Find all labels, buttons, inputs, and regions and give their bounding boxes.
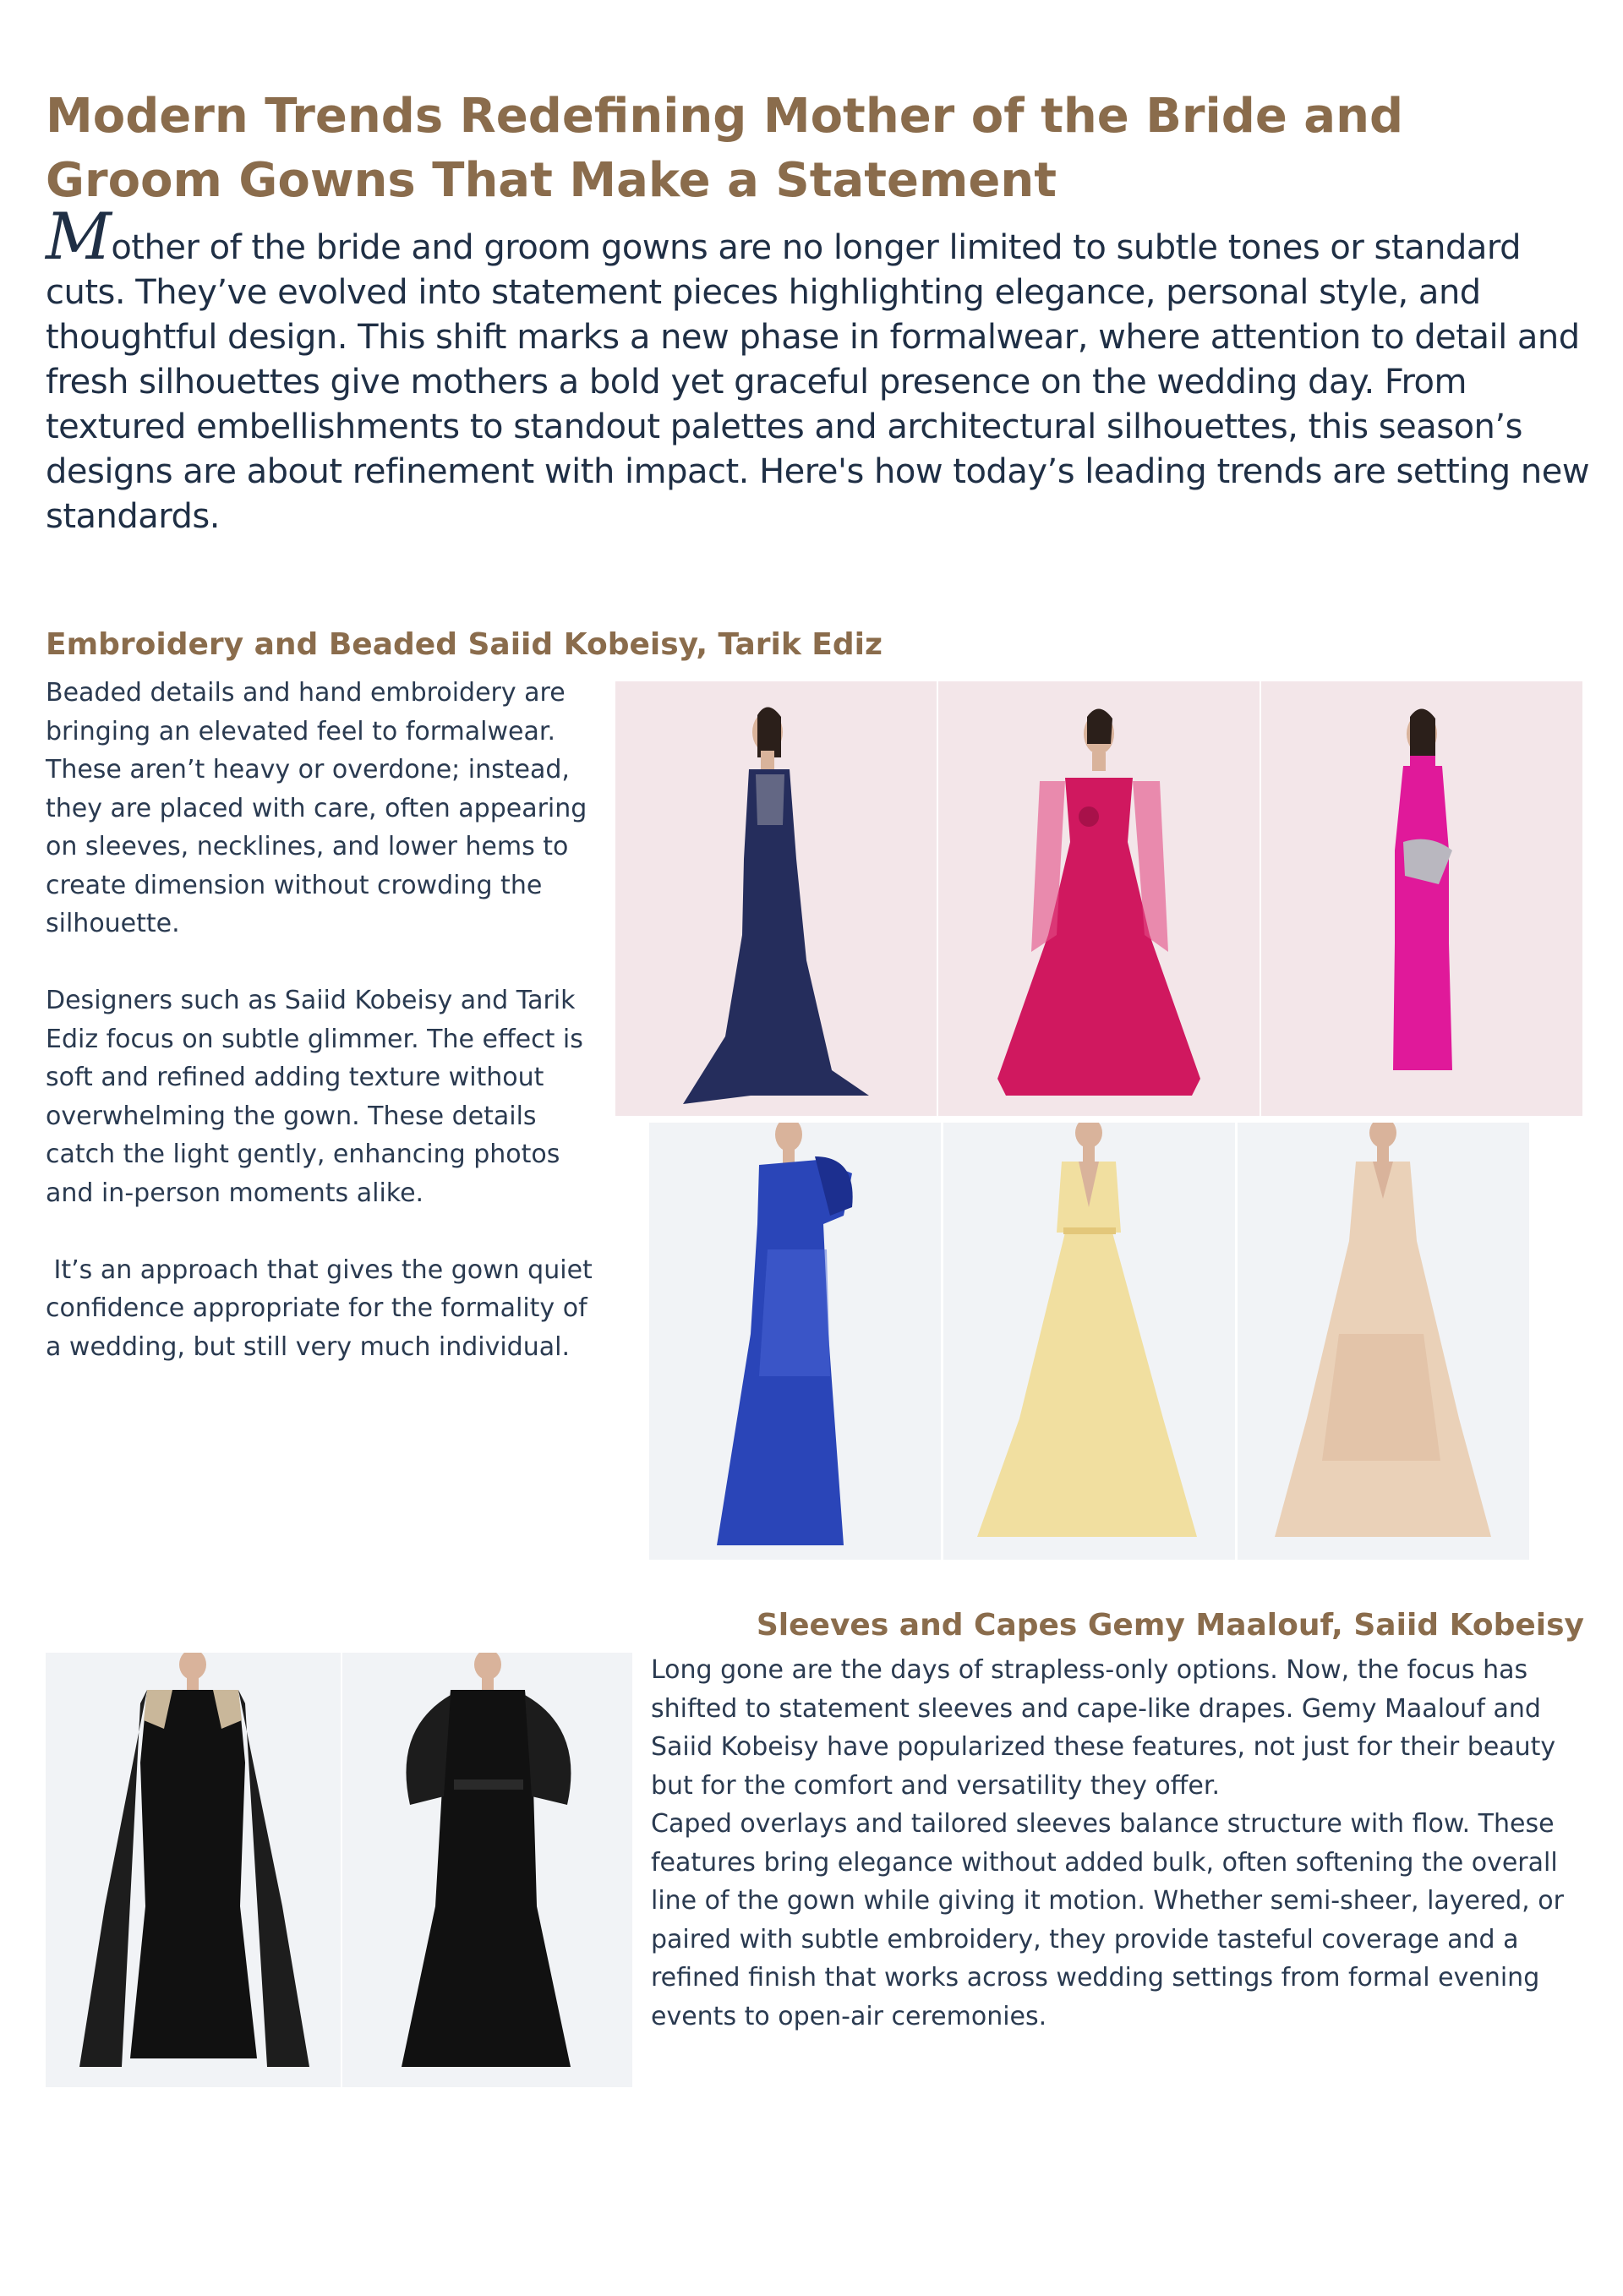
section-embroidery-paragraph-3: It’s an approach that gives the gown quiet confidence appropriate for the formality of a wedding, but still very much individual. — [46, 1255, 593, 1362]
intro-dropcap: M — [46, 199, 112, 274]
gown-photo-champagne — [943, 1123, 1235, 1560]
section-sleeves-paragraph-2: Caped overlays and tailored sleeves balance structure with flow. These features bring elegance without added bulk, often softening the overall line of the gown while giving it motion. Whether semi-sheer, layered, or paired with subtle embroidery, they provide tasteful coverage and a refined finish that works across wedding settings from formal evening events to open-air ceremonies. — [651, 1809, 1564, 2031]
gown-photo-royal-blue — [649, 1123, 941, 1560]
intro-paragraph — [46, 199, 1601, 539]
section-embroidery-paragraph-2: Designers such as Saiid Kobeisy and Tarik Ediz focus on subtle glimmer. The effect is soft and refined adding texture without overwhelming the gown. These details catch the light gently, enhancing photos and in-person moments alike. — [46, 986, 583, 1208]
gown-photo-black-cape — [46, 1653, 341, 2087]
section-embroidery-body — [46, 674, 604, 1405]
section-embroidery-paragraph-1: Beaded details and hand embroidery are bringing an elevated feel to formalwear. These aren’t heavy or overdone; instead, they are placed with care, often appearing on sleeves, necklines, and lower hems to create dimension without crowding the silhouette. — [46, 678, 587, 938]
gown-photo-fuchsia — [1261, 681, 1582, 1116]
gown-photo-blush — [1238, 1123, 1529, 1560]
article-title: Modern Trends Redefining Mother of the Bride and Groom Gowns That Make a Statement — [46, 89, 1404, 208]
gown-photo-navy — [615, 681, 937, 1116]
section-sleeves-heading: Sleeves and Capes Gemy Maalouf, Saiid Kobeisy — [756, 1608, 1584, 1643]
gown-photo-black-sleeves — [342, 1653, 632, 2087]
section-embroidery-heading: Embroidery and Beaded Saiid Kobeisy, Tarik Ediz — [46, 627, 883, 662]
intro-text: other of the bride and groom gowns are no longer limited to subtle tones or standard cuts. They’ve evolved into statement pieces highlighting elegance, personal style, and thoughtful design. This shift marks a new phase in formalwear, where attention to detail and fresh silhouettes give mothers a bold yet graceful presence on the wedding day. From textured embellishments to standout palettes and architectural silhouettes, this season’s designs are about refinement with impact. Here's how today’s leading trends are setting new standards. — [46, 228, 1590, 536]
gown-photo-raspberry — [938, 681, 1260, 1116]
section-sleeves-paragraph-1: Long gone are the days of strapless-only options. Now, the focus has shifted to statement sleeves and cape-like drapes. Gemy Maalouf and Saiid Kobeisy have popularized these features, not just for their beauty but for the comfort and versatility they offer. — [651, 1655, 1556, 1801]
section-sleeves-body — [651, 1651, 1589, 2036]
